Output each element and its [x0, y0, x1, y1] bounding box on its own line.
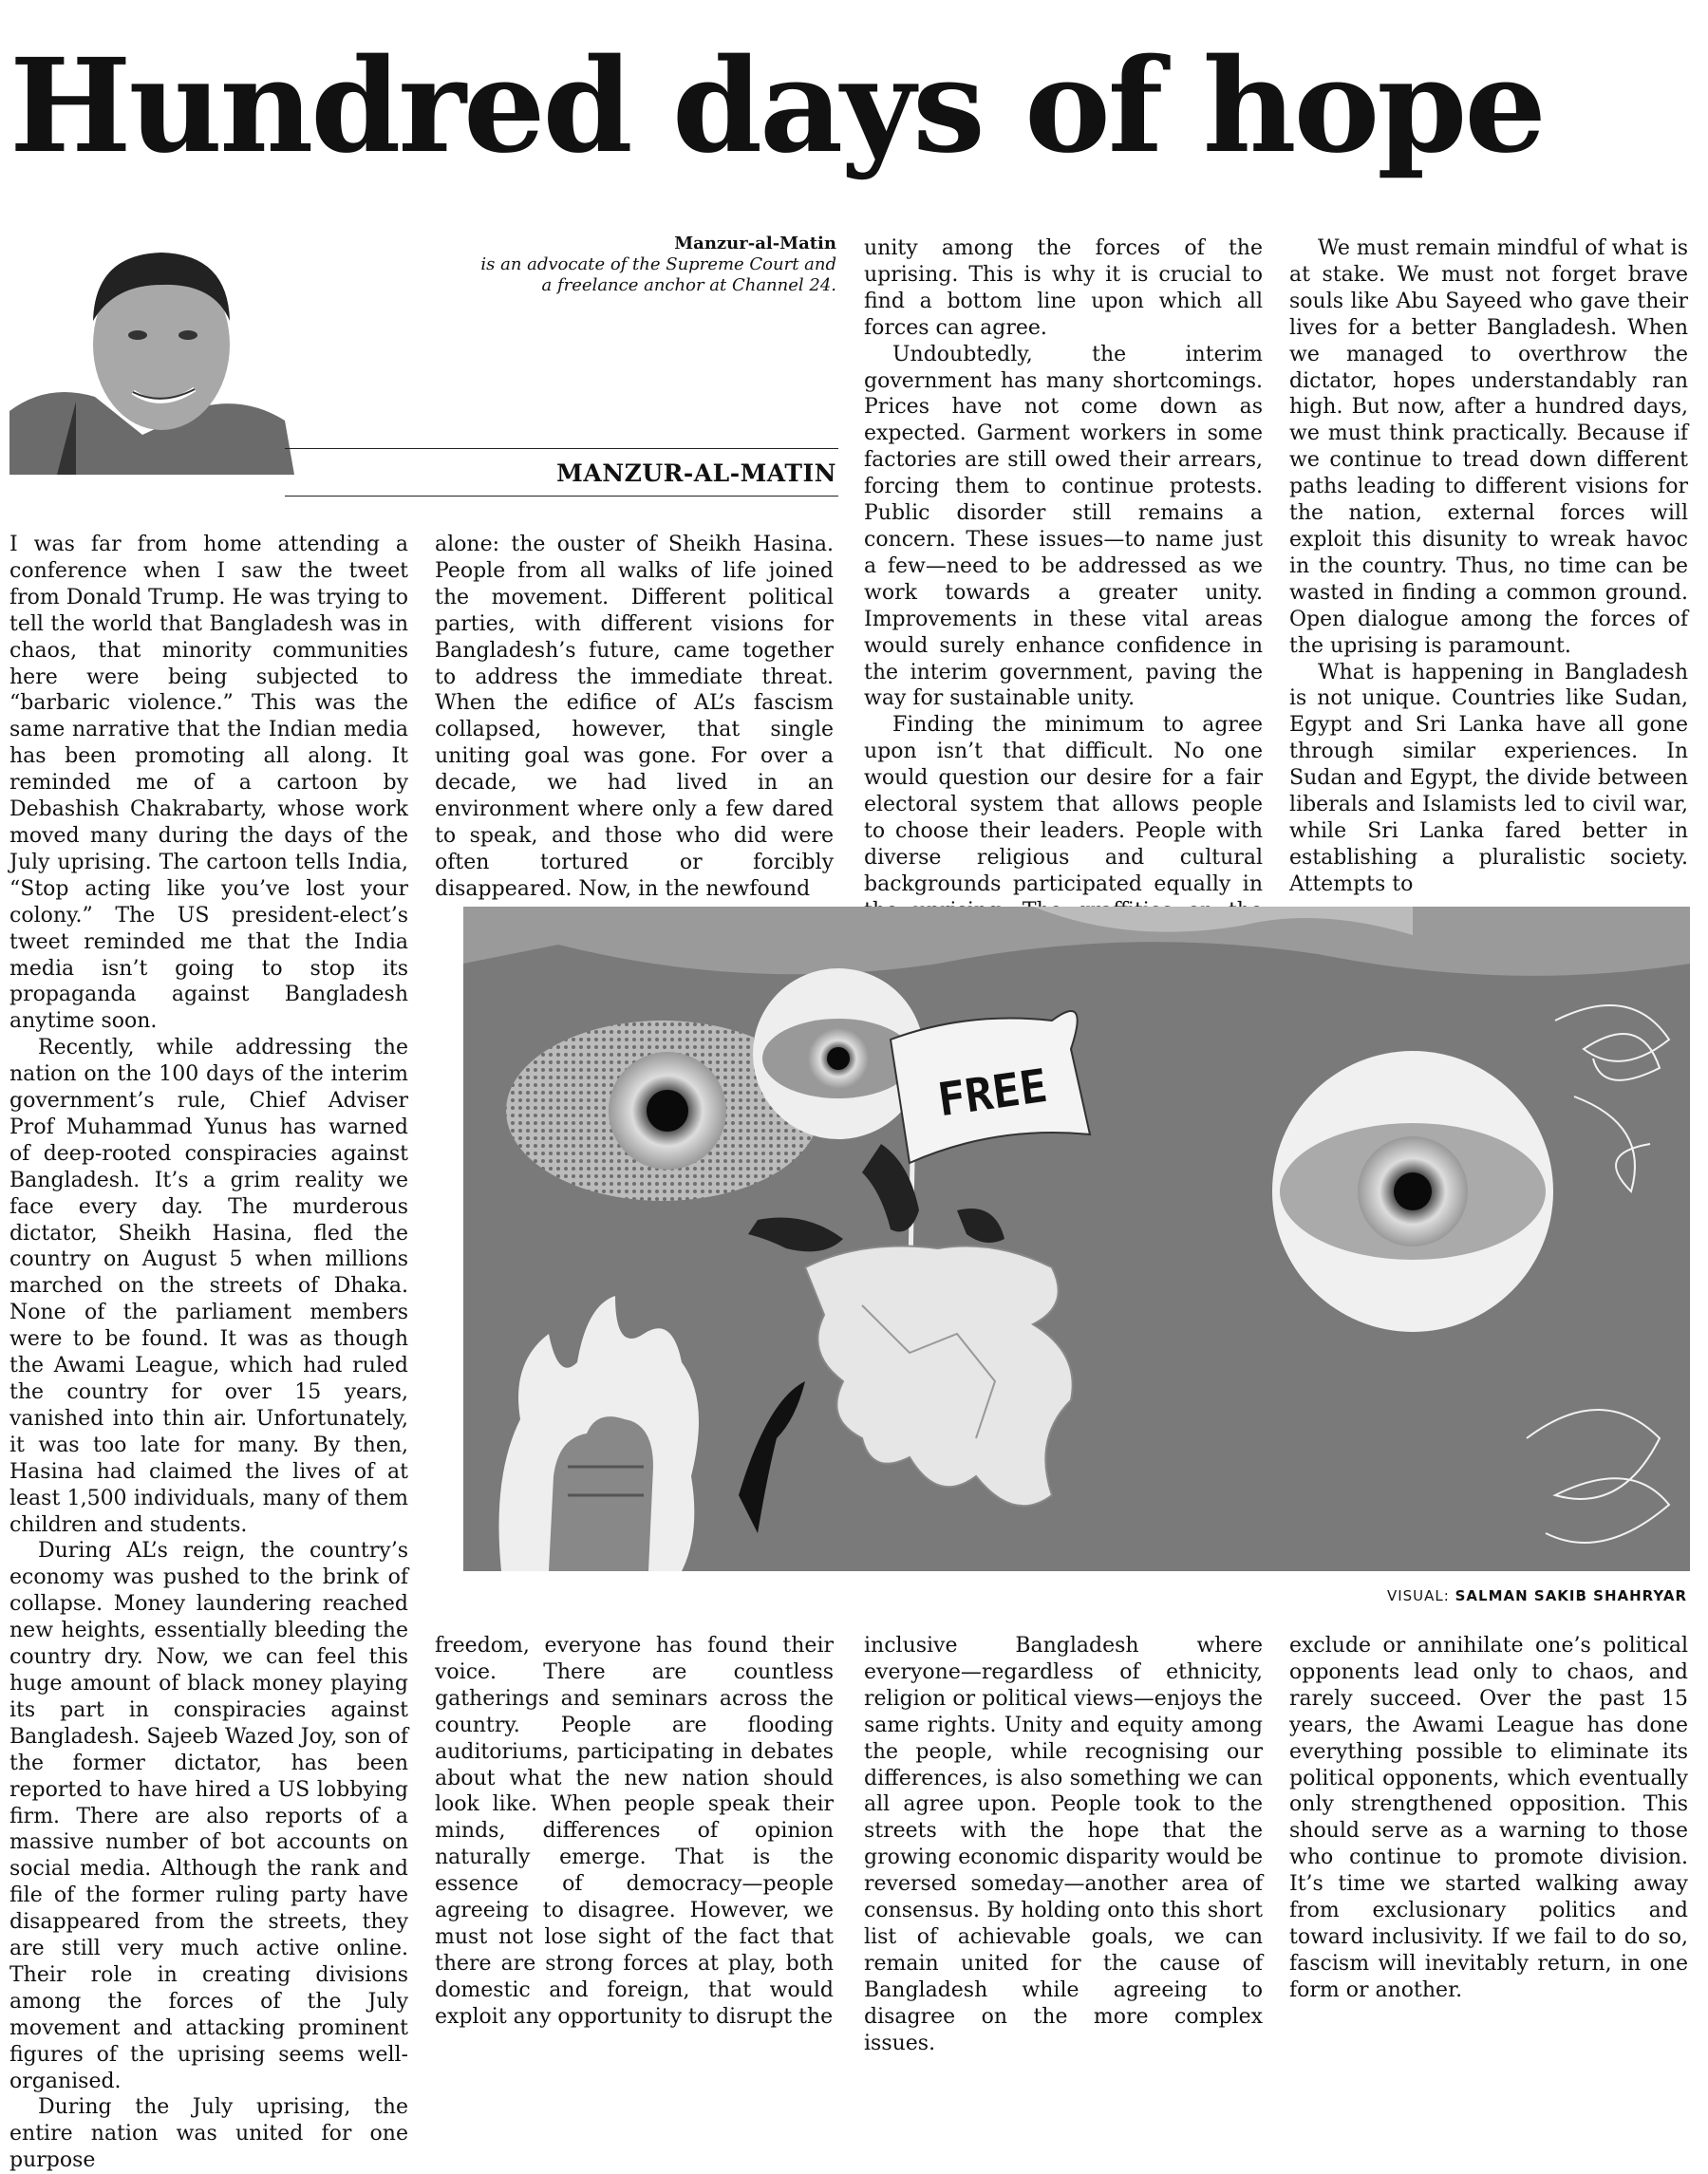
paragraph: I was far from home attending a conference when I saw the tweet from Donald Trump. He was trying to tell the world that Bangladesh was in chaos, that minority communities here were being subjected to “barbaric violence.” This was the same narrative that the Indian media has been promoting all along. It reminded me of a cartoon by Debashish Chakrabarty, whose work moved many during the days of the July uprising. The cartoon tells India, “Stop acting like you’ve lost your colony.” The US president-elect’s tweet reminded me that the India media isn’t going to stop its propaganda against Bangladesh anytime soon. [9, 533, 408, 1034]
column-4-top [1289, 235, 1688, 898]
headline: Hundred days of hope [9, 30, 1544, 182]
paragraph: inclusive Bangladesh where everyone—regardless of ethnicity, religion or political views—enjoys the same rights. Unity and equity among the people, while recognising our differences, is also something we can all agree upon. People took to the streets with the hope that the growing economic disparity would be reversed someday—another area of consensus. By holding onto this short list of achievable goals, we can remain united for the cause of Bangladesh while agreeing to disagree on the more complex issues. [864, 1634, 1263, 2055]
column-2-bottom [435, 1633, 834, 2031]
paragraph: What is happening in Bangladesh is not unique. Countries like Sudan, Egypt and Sri Lanka have all gone through similar experiences. In Sudan and Egypt, the divide between liberals and Islamists led to civil war, while Sri Lanka fared better in establishing a pluralistic society. Attempts to [1289, 660, 1688, 896]
paragraph: During the July uprising, the entire nation was united for one purpose [9, 2095, 408, 2173]
credit-label: VISUAL: [1386, 1587, 1450, 1604]
author-photo [9, 216, 294, 475]
eye-circle-large [1272, 1051, 1553, 1332]
column-3-top [864, 235, 1263, 950]
byline-rule-bottom [285, 496, 838, 497]
author-name: MANZUR-AL-MATIN [556, 459, 836, 487]
paragraph: freedom, everyone has found their voice. There are countless gatherings and seminars across the country. People are flooding auditoriums, participating in debates about what the new nation should look like. When people speak their minds, differences of opinion naturally emerge. That is the essence of democracy—people agreeing to disagree. However, we must not lose sight of the fact that there are strong forces at play, both domestic and foreign, that would exploit any opportunity to disrupt the [435, 1634, 834, 2029]
illustration-art [463, 907, 1690, 1571]
paragraph: Undoubtedly, the interim government has many shortcomings. Prices have not come down as expected. Garment workers in some factories are still owed their arrears, forcing them to continue protests. Public disorder still remains a concern. These issues—to name just a few—need to be addressed as we work towards a greater unity. Improvements in these vital areas would surely enhance confidence in the interim government, paving the way for sustainable unity. [864, 342, 1263, 711]
flag-text: FREE [934, 1059, 1051, 1128]
paragraph: We must remain mindful of what is at stake. We must not forget brave souls like Abu Sayeed who gave their lives for a better Bangladesh. When we managed to overthrow the dictator, hopes understandably ran high. But now, after a hundred days, we must think practically. Because if we continue to tread down different paths leading to different visions for the nation, external forces will exploit this disunity to wreak havoc in the country. Thus, no time can be wasted in finding a common ground. Open dialogue among the forces of the uprising is paramount. [1289, 236, 1688, 658]
column-3-bottom [864, 1633, 1263, 2057]
illustration [463, 907, 1690, 1571]
paragraph: exclude or annihilate one’s political opponents lead only to chaos, and rarely succeed. Over the past 15 years, the Awami League has done everything possible to eliminate its political opponents, which eventually only strengthened opposition. This should serve as a warning to those who continue to promote division. It’s time we started walking away from exclusionary politics and toward inclusivity. If we fail to do so, fascism will inevitably return, in one form or another. [1289, 1634, 1688, 2002]
column-4-bottom [1289, 1633, 1688, 2004]
column-2-top [435, 532, 834, 903]
credit-name: SALMAN SAKIB SHAHRYAR [1455, 1587, 1687, 1604]
paragraph: During AL’s reign, the country’s economy was pushed to the brink of collapse. Money laundering reached new heights, essentially bleeding the country dry. Now, we can feel this huge amount of black money playing its part in conspiracies against Bangladesh. Sajeeb Wazed Joy, son of the former dictator, has been reported to have hired a US lobbying firm. There are also reports of a massive number of bot accounts on social media. Although the rank and file of the former ruling party have disappeared from the streets, they are still very much active online. Their role in creating divisions among the forces of the July movement and attacking prominent figures of the uprising seems well-organised. [9, 1539, 408, 2093]
byline-description: is an advocate of the Supreme Court and a freelance anchor at Channel 24. [480, 254, 836, 295]
paragraph: alone: the ouster of Sheikh Hasina. People from all walks of life joined the movement. Different political parties, with different visions for Bangladesh’s future, came together to address the immediate threat. When the edifice of AL’s fascism collapsed, however, that single uniting goal was gone. For over a decade, we had lived in an environment where only a few dared to speak, and those who did were often tortured or forcibly disappeared. Now, in the newfound [435, 533, 834, 901]
byline-name: Manzur-al-Matin [674, 234, 836, 253]
byline-rule-top [285, 448, 838, 449]
paragraph: Recently, while addressing the nation on the 100 days of the interim government’s rule, Chief Adviser Prof Muhammad Yunus has warned of deep-rooted conspiracies against Bangladesh. It’s a grim reality we face every day. The murderous dictator, Sheikh Hasina, fled the country on August 5 when millions marched on the streets of Dhaka. None of the parliament members were to be found. It was as though the Awami League, which had ruled the country for over 15 years, vanished into thin air. Unfortunately, it was too late for many. By then, Hasina had claimed the lives of at least 1,500 individuals, many of them children and students. [9, 1036, 408, 1537]
byline [476, 234, 836, 296]
illustration-credit [1387, 1587, 1687, 1604]
paragraph: unity among the forces of the uprising. This is why it is crucial to find a bottom line upon which all forces can agree. [864, 236, 1263, 340]
paragraph: Finding the minimum to agree upon isn’t that difficult. No one would question our desire for a fair electoral system that allows people to choose their leaders. People with diverse religious and cultural backgrounds participated equally in [864, 713, 1263, 896]
column-1 [9, 532, 408, 2174]
